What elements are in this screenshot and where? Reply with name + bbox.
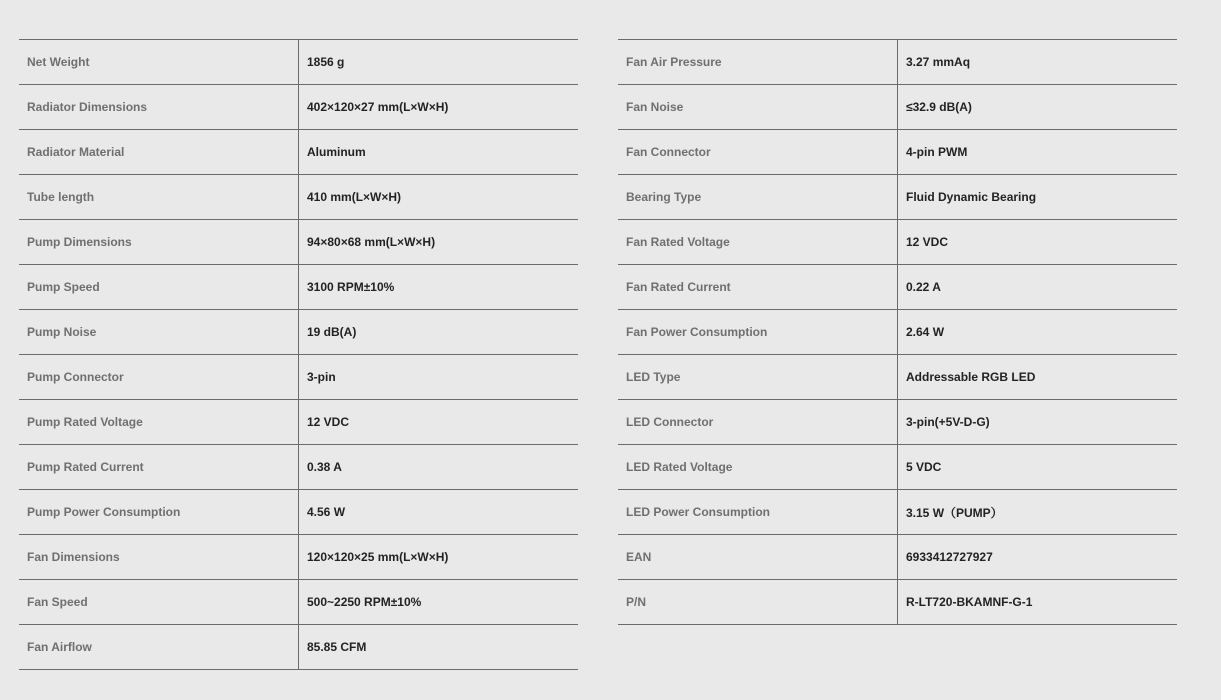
spec-value: ≤32.9 dB(A) (898, 85, 1178, 130)
spec-row (618, 445, 1177, 490)
spec-label: Pump Rated Voltage (19, 400, 299, 445)
spec-value: 3.15 W（PUMP） (898, 490, 1178, 535)
spec-value: R-LT720-BKAMNF-G-1 (898, 580, 1178, 625)
spec-value: 4-pin PWM (898, 130, 1178, 175)
spec-row (618, 220, 1177, 265)
spec-row (19, 130, 578, 175)
spec-value: 6933412727927 (898, 535, 1178, 580)
spec-row (19, 535, 578, 580)
spec-row (618, 175, 1177, 220)
spec-label: LED Rated Voltage (618, 445, 898, 490)
spec-row (618, 535, 1177, 580)
spec-row (19, 265, 578, 310)
spec-table-left-body (19, 40, 578, 670)
spec-label: Fan Rated Voltage (618, 220, 898, 265)
spec-label: Fan Dimensions (19, 535, 299, 580)
spec-row (618, 490, 1177, 535)
spec-row (618, 400, 1177, 445)
spec-row (618, 355, 1177, 400)
spec-value: 94×80×68 mm(L×W×H) (299, 220, 579, 265)
spec-label: Pump Power Consumption (19, 490, 299, 535)
spec-value: 410 mm(L×W×H) (299, 175, 579, 220)
spec-label: Pump Connector (19, 355, 299, 400)
spec-row (19, 490, 578, 535)
spec-label: P/N (618, 580, 898, 625)
spec-value: 1856 g (299, 40, 579, 85)
spec-value: 2.64 W (898, 310, 1178, 355)
spec-row (618, 580, 1177, 625)
spec-label: Fan Rated Current (618, 265, 898, 310)
spec-value: 0.38 A (299, 445, 579, 490)
spec-row (618, 40, 1177, 85)
spec-label: Fan Air Pressure (618, 40, 898, 85)
spec-label: Pump Speed (19, 265, 299, 310)
spec-label: Pump Dimensions (19, 220, 299, 265)
spec-row (19, 445, 578, 490)
spec-value: 3.27 mmAq (898, 40, 1178, 85)
spec-label: LED Type (618, 355, 898, 400)
spec-row (618, 130, 1177, 175)
spec-row (618, 85, 1177, 130)
spec-value: 3100 RPM±10% (299, 265, 579, 310)
spec-row (19, 310, 578, 355)
spec-label: Radiator Material (19, 130, 299, 175)
spec-row (19, 580, 578, 625)
spec-label: EAN (618, 535, 898, 580)
spec-value: Aluminum (299, 130, 579, 175)
spec-row (19, 355, 578, 400)
spec-label: Fan Airflow (19, 625, 299, 670)
spec-value: 12 VDC (299, 400, 579, 445)
spec-value: 12 VDC (898, 220, 1178, 265)
spec-row (19, 175, 578, 220)
spec-table-left (19, 39, 578, 670)
spec-label: LED Power Consumption (618, 490, 898, 535)
spec-label: Fan Connector (618, 130, 898, 175)
spec-label: Bearing Type (618, 175, 898, 220)
spec-label: Pump Noise (19, 310, 299, 355)
spec-table-right-body (618, 40, 1177, 625)
spec-value: Addressable RGB LED (898, 355, 1178, 400)
spec-label: Fan Speed (19, 580, 299, 625)
spec-label: Net Weight (19, 40, 299, 85)
spec-label: LED Connector (618, 400, 898, 445)
spec-label: Fan Noise (618, 85, 898, 130)
spec-label: Fan Power Consumption (618, 310, 898, 355)
spec-value: 120×120×25 mm(L×W×H) (299, 535, 579, 580)
spec-value: 5 VDC (898, 445, 1178, 490)
spec-row (19, 400, 578, 445)
spec-row (19, 220, 578, 265)
spec-value: 500~2250 RPM±10% (299, 580, 579, 625)
spec-value: Fluid Dynamic Bearing (898, 175, 1178, 220)
spec-table-right (618, 39, 1177, 625)
spec-row (19, 625, 578, 670)
spec-value: 19 dB(A) (299, 310, 579, 355)
spec-label: Tube length (19, 175, 299, 220)
spec-value: 3-pin (299, 355, 579, 400)
spec-row (618, 310, 1177, 355)
spec-row (19, 40, 578, 85)
spec-value: 4.56 W (299, 490, 579, 535)
spec-label: Pump Rated Current (19, 445, 299, 490)
spec-label: Radiator Dimensions (19, 85, 299, 130)
spec-value: 0.22 A (898, 265, 1178, 310)
spec-value: 402×120×27 mm(L×W×H) (299, 85, 579, 130)
spec-value: 85.85 CFM (299, 625, 579, 670)
spec-value: 3-pin(+5V-D-G) (898, 400, 1178, 445)
spec-row (618, 265, 1177, 310)
spec-row (19, 85, 578, 130)
